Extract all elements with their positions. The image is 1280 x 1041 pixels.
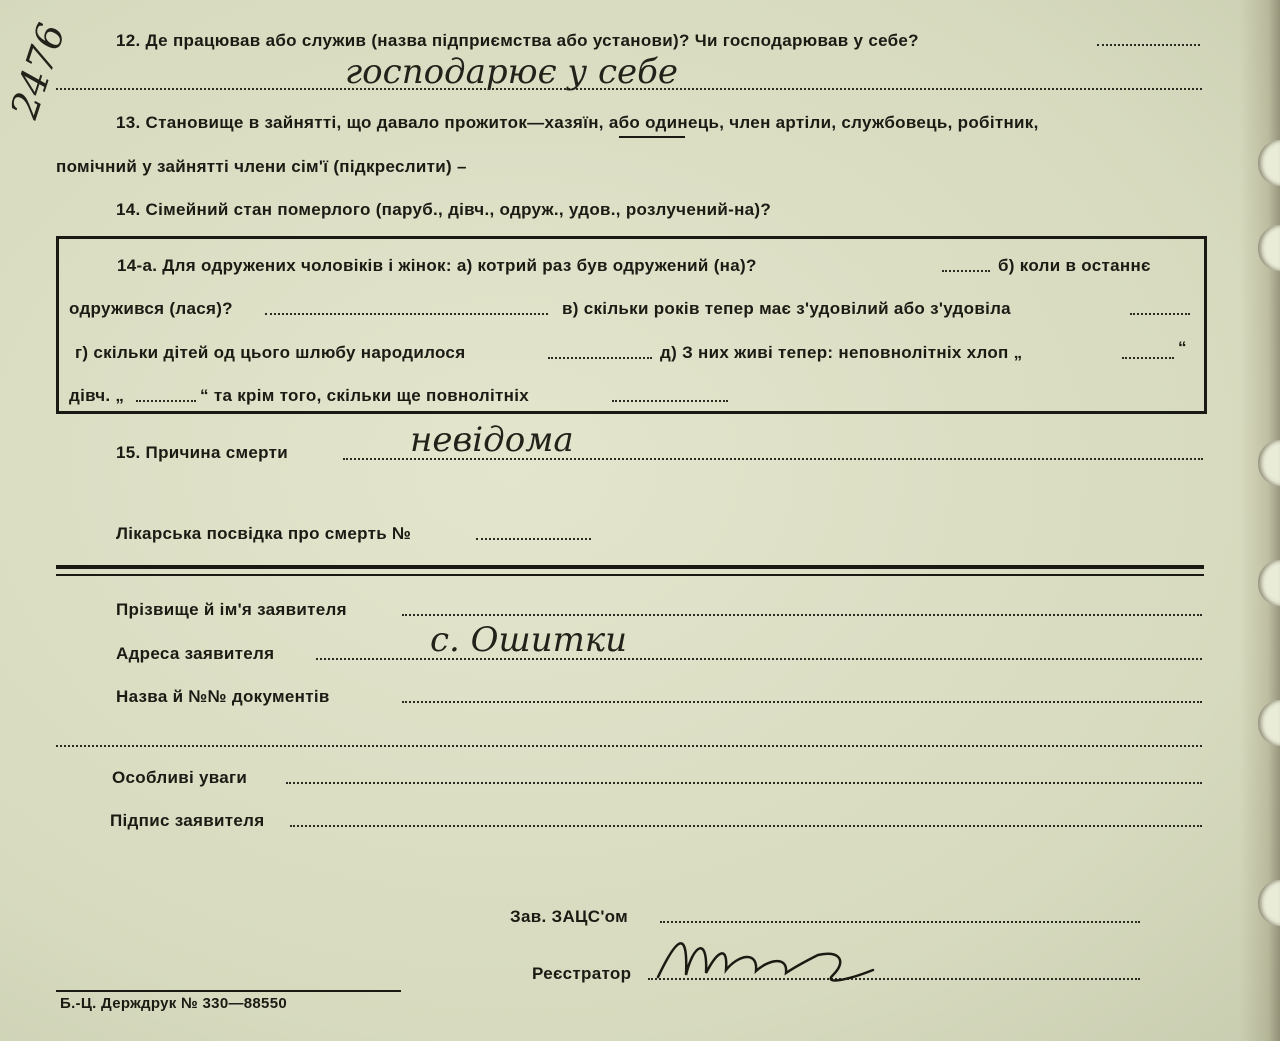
q14-label: 14. Сімейний стан померлого (паруб., дівч., одруж., удов., розлучений-на)? (116, 200, 772, 219)
applicant-name-label: Прізвище й ім'я заявителя (116, 600, 347, 619)
applicant-notes-label: Особливі уваги (112, 768, 248, 787)
q13-line1: 13. Становище в зайнятті, що давало прожиток—хазяїн, або одинець, член артіли, службовець, робітник, (116, 113, 1039, 132)
q13-underline-mark (619, 136, 685, 138)
applicant-docs-label: Назва й №№ документів (116, 687, 330, 706)
q12-line (1097, 44, 1200, 46)
q14a-line1-dots (942, 270, 990, 272)
q14a-line3c: “ (1178, 338, 1187, 357)
medical-label: Лікарська посвідка про смерть № (116, 524, 412, 543)
print-imprint: Б.-Ц. Держдрук № 330—88550 (60, 995, 287, 1012)
applicant-address-label: Адреса заявителя (116, 644, 275, 663)
q14a-line3-dots (548, 357, 652, 359)
applicant-signature-label: Підпис заявителя (110, 811, 265, 830)
q14a-line2-dots-end (1130, 313, 1190, 315)
registrar-signature (648, 925, 888, 995)
q14a-line2b: в) скільки років тепер має з'удовілий або з'удовіла (562, 299, 1011, 318)
q14a-line3a: г) скільки дітей од цього шлюбу народилося (75, 343, 466, 362)
section-divider-thick (56, 565, 1204, 569)
section-divider-thin (56, 574, 1204, 576)
applicant-docs-line (402, 701, 1202, 703)
q14a-line2-dots (265, 313, 548, 315)
applicant-name-line (402, 614, 1202, 616)
q14a-line1a: 14-а. Для одружених чоловіків і жінок: а) котрий раз був одружений (на)? (117, 256, 757, 275)
head-label: Зав. ЗАЦС'ом (510, 907, 629, 926)
head-line (660, 921, 1140, 923)
imprint-rule (56, 990, 401, 992)
q15-label: 15. Причина смерти (116, 443, 288, 462)
margin-note: 2476 (2, 18, 74, 124)
registrar-label: Реєстратор (532, 964, 632, 983)
medical-line (476, 538, 591, 540)
applicant-notes-line (286, 782, 1202, 784)
q14a-line3-dots-end (1122, 357, 1174, 359)
q14a-line2a: одружився (лася)? (69, 299, 233, 318)
q14a-line1b: б) коли в останнє (998, 256, 1151, 275)
q12-label: 12. Де працював або служив (назва підприємства або установи)? Чи господарював у себе? (116, 31, 919, 50)
q12-answer: господарює у себе (345, 52, 678, 92)
q14a-line4a: дівч. „ (69, 386, 125, 405)
q14a-line4-dots-end (612, 400, 728, 402)
applicant-address-answer: с. Ошитки (430, 620, 628, 660)
q13-line2: помічний у зайнятті члени сім'ї (підкреслити) – (56, 157, 467, 176)
applicant-extra-line (56, 745, 1202, 747)
q14a-line3b: д) З них живі тепер: неповнолітніх хлоп „ (660, 343, 1023, 362)
q14a-line4-dots (136, 400, 196, 402)
q15-answer: невідома (410, 420, 574, 460)
applicant-signature-line (290, 825, 1202, 827)
q14a-line4b: “ та крім того, скільки ще повнолітніх (200, 386, 529, 405)
